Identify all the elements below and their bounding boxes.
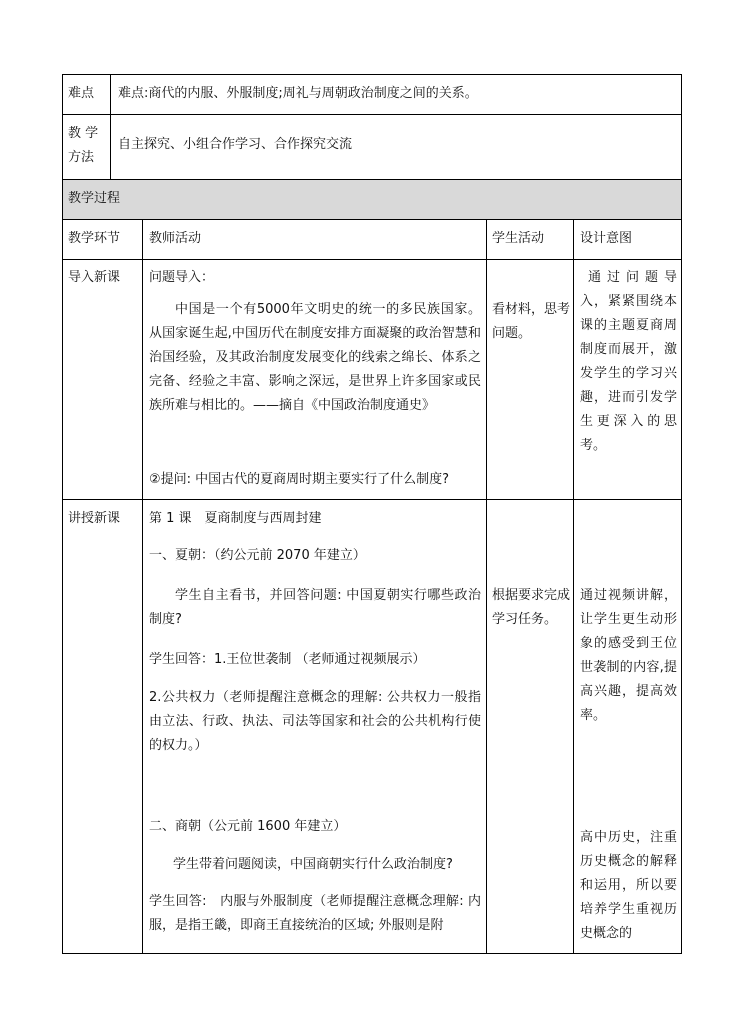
column-header-teacher: 教师活动 [149, 231, 202, 246]
row-divider [62, 114, 682, 115]
intro-teacher-paragraph: 中国是一个有5000年文明史的统一的多民族国家。从国家诞生起,中国历代在制度安排方面凝聚的政治智慧和治国经验，及其政治制度发展变化的线索之绵长、体系之完备、经验之丰富、影响之深远，是世界上许多国家或民族所难与相比的。——摘自《中国政治制度通史》 [149, 302, 481, 413]
column-divider [486, 219, 487, 953]
shang-answer: 学生回答: 内服与外服制度（老师提醒注意概念理解: 内服，是指王畿，即商王直接统治的区域; 外服则是附 [149, 894, 481, 933]
shang-question: 学生带着问题阅读，中国商朝实行什么政治制度? [173, 857, 453, 872]
method-content: 自主探究、小组合作学习、合作探究交流 [118, 137, 353, 152]
lecture-stage: 讲授新课 [68, 511, 121, 526]
xia-question: 学生自主看书，并回答问题: 中国夏朝实行哪些政治制度? [149, 588, 481, 627]
difficulty-label: 难点 [68, 86, 95, 101]
method-label-line2: 方法 [68, 150, 95, 165]
lecture-lesson-title: 第 1 课 夏商制度与西周封建 [149, 511, 322, 526]
difficulty-content: 难点:商代的内服、外服制度;周礼与周朝政治制度之间的关系。 [118, 86, 478, 101]
xia-answer-2: 2.公共权力（老师提醒注意概念的理解: 公共权力一般指由立法、行政、执法、司法等国家和社会的公共机构行使的权力。） [149, 690, 481, 753]
label-column-divider [110, 74, 111, 179]
lecture-design-intent-1: 通过视频讲解，让学生更生动形象的感受到王位世袭制的内容,提高兴趣，提高效率。 [580, 588, 677, 723]
column-header-stage: 教学环节 [68, 231, 121, 246]
lecture-student-activity: 根据要求完成学习任务。 [492, 588, 571, 627]
row-divider [62, 219, 682, 220]
table-left-border [62, 74, 63, 953]
row-divider [62, 259, 682, 260]
shang-heading: 二、商朝（公元前 1600 年建立） [149, 819, 347, 834]
process-header-band [62, 180, 682, 219]
table-bottom-border [62, 953, 682, 954]
column-divider [573, 219, 574, 953]
lecture-design-intent-2: 高中历史，注重历史概念的解释和运用，所以要培养学生重视历史概念的 [580, 830, 677, 941]
intro-teacher-title: 问题导入： [149, 270, 215, 285]
xia-answer-1: 学生回答：1.王位世袭制 （老师通过视频展示） [149, 652, 426, 667]
table-right-border [681, 74, 682, 953]
row-divider [62, 499, 682, 500]
table-top-border [62, 74, 682, 75]
column-header-student: 学生活动 [492, 231, 545, 246]
column-header-intent: 设计意图 [580, 231, 633, 246]
process-header: 教学过程 [68, 191, 121, 206]
intro-student-activity: 看材料，思考问题。 [492, 302, 571, 341]
intro-teacher-question: ②提问: 中国古代的夏商周时期主要实行了什么制度? [149, 472, 450, 487]
xia-heading: 一、夏朝：（约公元前 2070 年建立） [149, 548, 366, 563]
column-divider [142, 219, 143, 953]
method-label-line1: 教 学 [68, 126, 99, 141]
intro-stage: 导入新课 [68, 270, 121, 285]
intro-design-intent: 通过问题导入，紧紧围绕本课的主题夏商周制度而展开，激发学生的学习兴趣，进而引发学生更深入的思考。 [580, 270, 677, 453]
